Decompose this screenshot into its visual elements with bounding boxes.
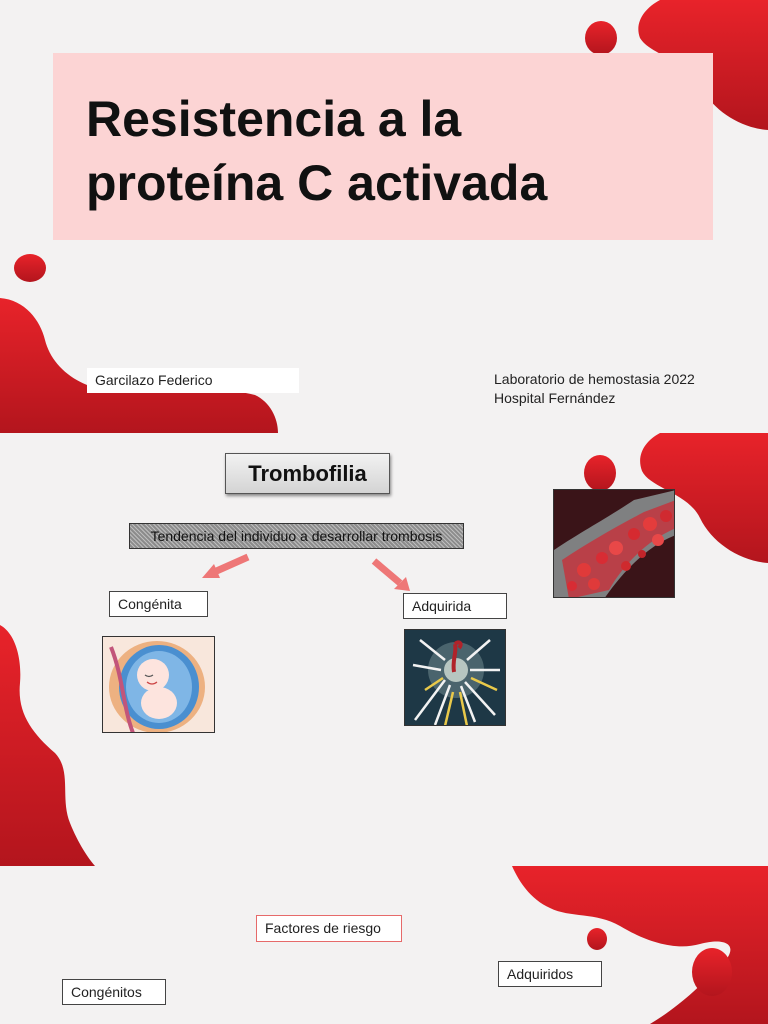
title-slide [0, 0, 768, 433]
thrombophilia-slide [0, 433, 768, 866]
congenital-label: Congénita [109, 591, 208, 617]
arrow-left-icon [198, 551, 254, 585]
institution-info [494, 370, 695, 408]
author-name: Garcilazo Federico [87, 368, 299, 393]
topic-title: Trombofilia [225, 453, 390, 494]
congenital-factors-label: Congénitos [62, 979, 166, 1005]
risk-factors-slide [0, 866, 768, 1024]
hospital-name: Hospital Fernández [494, 390, 616, 406]
converging-arrows-image [404, 629, 506, 726]
lab-name: Laboratorio de hemostasia 2022 [494, 371, 695, 387]
definition-banner: Tendencia del individuo a desarrollar trombosis [129, 523, 464, 549]
arrow-right-icon [368, 555, 416, 595]
page-title: Resistencia a la proteína C activada [86, 91, 548, 211]
acquired-label: Adquirida [403, 593, 507, 619]
blood-vessel-icon [554, 490, 675, 598]
converging-arrows-icon [405, 630, 506, 726]
risk-factors-label: Factores de riesgo [256, 915, 402, 942]
title-banner [53, 53, 713, 240]
fetus-icon [103, 637, 215, 733]
blood-vessel-image [553, 489, 675, 598]
fetus-image [102, 636, 215, 733]
acquired-factors-label: Adquiridos [498, 961, 602, 987]
